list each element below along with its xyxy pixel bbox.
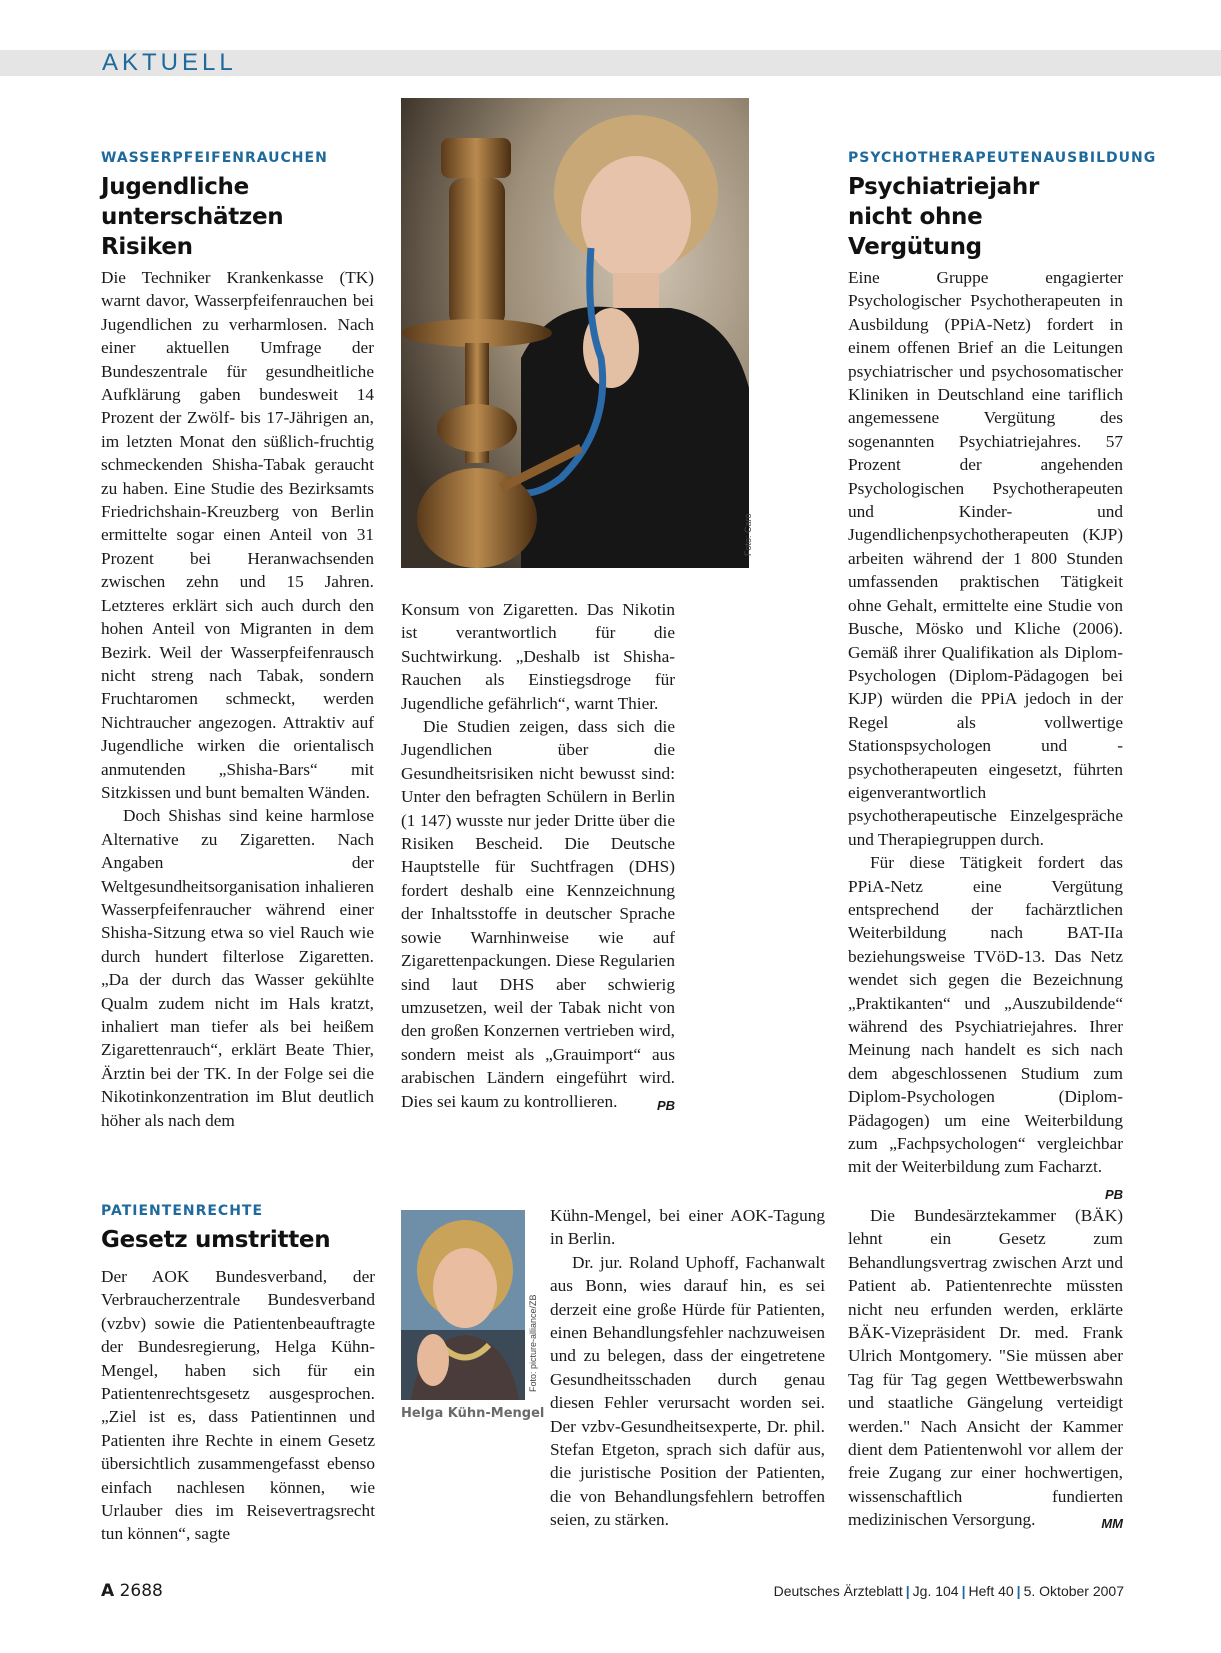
photo-caption: Helga Kühn-Mengel <box>401 1406 545 1421</box>
photo-credit: Foto: Caro <box>743 513 753 556</box>
article-kicker: PATIENTENRECHTE <box>101 1203 264 1219</box>
article-paragraph: Dr. jur. Roland Uphoff, Fachanwalt aus Bonn, wies darauf hin, es sei derzeit eine große Hürde für Patienten, einen Behandlungsfehler nachzuweisen und zu belegen, dass der eingetretene Gesundheitsschaden durch genau diesen Fehler verursacht worden sei. Der vzbv-Gesundheitsexperte, Dr. phil. Stefan Etgeton, sprach sich dafür aus, die juristische Position der Patienten, die von Behandlungsfehlern betroffen seien, zu stärken. <box>550 1252 825 1530</box>
article-paragraph: Die Techniker Krankenkasse (TK) warnt davor, Wasserpfeifenrauchen bei Jugendlichen zu verharmlosen. Nach einer aktuellen Umfrage der Bundeszentrale für gesundheitliche Aufklärung gaben bundesweit 14 Prozent der Zwölf- bis 17-Jährigen an, im letzten Monat den süßlich-fruchtig schmeckenden Shisha-Tabak geraucht zu haben. Eine Studie des Bezirksamts Friedrichshain-Kreuzberg von Berlin ermittelte sogar einen Anteil von 31 Prozent bei Heranwachsenden zwischen zehn und 15 Jahren. Letzteres erklärt sich auch durch den hohen Anteil von Migranten in dem Bezirk. Weil der Wasserpfeifenrausch nicht streng nach Tabak, sondern Fruchtaromen schmeckt, werden Nichtraucher angezogen. Attraktiv auf Jugendliche wirken die orientalisch anmutenden „Shisha-Bars“ mit Sitzkissen und bunt bemalten Wänden. <box>101 268 374 802</box>
journal-date: 5. Oktober 2007 <box>1023 1583 1124 1599</box>
article-patientenrechte-col3 <box>848 1204 1123 1536</box>
page-number: A 2688 <box>101 1581 163 1601</box>
article-shisha-col2 <box>401 598 675 1117</box>
author-signature: MM <box>1101 1516 1123 1532</box>
article-paragraph: Die Studien zeigen, dass sich die Jugendlichen über die Gesundheitsrisiken nicht bewusst sind: Unter den befragten Schülern in Berlin (1 147) wusste nur jeder Dritte über die Risiken Bescheid. Die Deutsche Hauptstelle für Suchtfragen (DHS) fordert deshalb eine Kennzeichnung der Inhaltsstoffe in deutscher Sprache sowie Warnhinweise wie auf Zigarettenpackungen. Diese Regularien sind laut DHS aber schwierig umzusetzen, weil der Tabak nicht von den großen Konzernen vertrieben wird, sondern meist als „Grauimport“ aus arabischen Ländern eingeführt wird. Dies sei kaum zu kontrollieren. PB <box>401 715 675 1113</box>
journal-issue: Heft 40 <box>968 1583 1014 1599</box>
article-paragraph: Kühn-Mengel, bei einer AOK-Tagung in Berlin. <box>550 1206 825 1249</box>
article-paragraph: Die Bundesärztekammer (BÄK) lehnt ein Gesetz zum Behandlungsvertrag zwischen Arzt und Patient ab. Patientenrechte müssten nicht neu erfunden werden, erklärte BÄK-Vizepräsident Dr. med. Frank Ulrich Montgomery. "Sie müssen aber Tag für Tag gegen Wettbewerbswahn und staatliche Gängelung verteidigt werden." Nach Ansicht der Kammer dient dem Patientenwohl vor allem der freie Zugang zur einer hochwertigen, wissenschaftlich fundierten medizinischen Versorgung. MM <box>848 1204 1123 1532</box>
article-kicker: WASSERPFEIFENRAUCHEN <box>101 150 328 166</box>
author-signature: PB <box>1104 1186 1123 1202</box>
journal-volume: Jg. 104 <box>912 1583 959 1599</box>
shisha-photo <box>401 98 749 568</box>
article-paragraph: Konsum von Zigaretten. Das Nikotin ist verantwortlich für die Suchtwirkung. „Deshalb ist Shisha-Rauchen als Einstiegsdroge für Jugendliche gefährlich“, warnt Thier. <box>401 600 675 713</box>
article-headline: Gesetz umstritten <box>101 1227 331 1253</box>
article-headline: Psychiatriejahr nicht ohne Vergütung <box>848 174 1039 260</box>
article-patientenrechte-col1 <box>101 1201 375 1546</box>
portrait-photo <box>401 1210 525 1400</box>
article-paragraph: Eine Gruppe engagierter Psychologischer Psychotherapeuten in Ausbildung (PPiA-Netz) fordert in einem offenen Brief an die Leitungen psychiatrischer und psychosomatischer Kliniken in Deutschland eine tariflich angemessene Vergütung des sogenannten Psychiatriejahres. 57 Prozent der angehenden Psychologischen Psychotherapeuten und Kinder- und Jugendlichenpsychotherapeuten (KJP) arbeiten während der 1 800 Stunden umfassenden praktischen Tätigkeit ohne Gehalt, ermittelte eine Studie von Busche, Mösko und Kliche (2006). Gemäß ihrer Qualifikation als Diplom-Psychologen (Diplom-Pädagogen bei KJP) würden die PPiA jedoch in der Regel als vollwertige Stationspsychologen und -psychotherapeuten eingesetzt, führten eigenverantwortlich psychotherapeutische Einzelgespräche und Therapiegruppen durch. <box>848 268 1123 849</box>
journal-name: Deutsches Ärzteblatt <box>773 1583 903 1599</box>
article-psychiatriejahr <box>848 148 1157 1206</box>
article-shisha-col1 <box>101 148 374 1132</box>
article-kicker: PSYCHOTHERAPEUTENAUSBILDUNG <box>848 150 1157 166</box>
author-signature: PB <box>656 1097 675 1113</box>
article-paragraph: Für diese Tätigkeit fordert das PPiA-Netz eine Vergütung entsprechend der fachärztlichen Weiterbildung nach BAT-IIa beziehungsweise TVöD-13. Das Netz wendet sich gegen die Bezeichnung „Praktikanten“ und „Auszubildende“ während des Psychiatriejahres. Ihrer Meinung nach handelt es sich nach dem abgeschlossenen Studium zum Diplom-Psychologen (Diplom-Pädagogen) um eine Weiterbildung zum „Fachpsychologen“ vergleichbar mit der Weiterbildung zum Facharzt. PB <box>848 851 1123 1179</box>
journal-info: Deutsches Ärzteblatt | Jg. 104 | Heft 40 | 5. Oktober 2007 <box>773 1583 1124 1599</box>
article-paragraph: Der AOK Bundesverband, der Verbraucherzentrale Bundesverband (vzbv) sowie die Patientenbeauftragte der Bundesregierung, Helga Kühn-Mengel, haben sich für ein Patientenrechtsgesetz ausgesprochen. „Ziel ist es, dass Patientinnen und Patienten ihre Rechte in einem Gesetz übersichtlich zusammengefasst ebenso einfach nachlesen können, wie Urlauber dies im Reisevertragsrecht tun können“, sagte <box>101 1267 375 1544</box>
article-headline: Jugendliche unterschätzen Risiken <box>101 174 284 260</box>
article-patientenrechte-col2 <box>550 1204 825 1532</box>
photo-credit: Foto: picture-alliance/ZB <box>528 1294 538 1392</box>
article-paragraph: Doch Shishas sind keine harmlose Alternative zu Zigaretten. Nach Angaben der Weltgesundheitsorganisation inhalieren Wasserpfeifenraucher während einer Shisha-Sitzung etwa so viel Rauch wie durch hundert filterlose Zigaretten. „Da der durch das Wasser gekühlte Qualm zudem nicht im Hals kratzt, inhaliert man tiefer als bei heißem Zigarettenrauch“, erklärt Beate Thier, Ärztin bei der TK. In der Folge sei die Nikotinkonzentration im Blut deutlich höher als nach dem <box>101 806 374 1130</box>
section-label: AKTUELL <box>102 49 237 76</box>
